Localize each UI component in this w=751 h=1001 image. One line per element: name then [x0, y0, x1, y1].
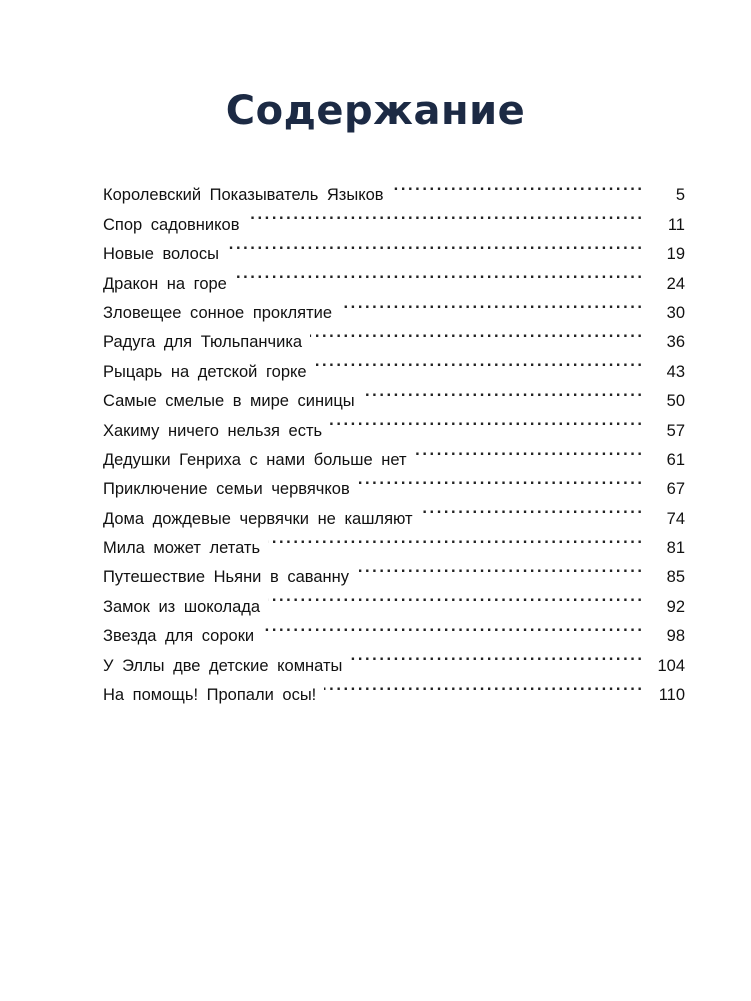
page-title: Содержание [225, 88, 526, 134]
toc-entry-page: 92 [666, 597, 685, 616]
toc-entry-page: 11 [667, 215, 685, 234]
toc-entry-page: 57 [666, 421, 685, 440]
leader-dots [310, 318, 641, 347]
table-of-contents [103, 171, 685, 705]
leader-dots [350, 641, 641, 670]
leader-dots [357, 553, 641, 582]
toc-entry-title: Зловещее сонное проклятие [103, 303, 333, 322]
toc-entry-page: 104 [657, 656, 685, 675]
leader-dots [235, 259, 641, 288]
toc-entry-title: Новые волосы [103, 245, 219, 264]
toc-entry-title: Мила может летать [103, 539, 261, 558]
leader-dots [247, 200, 641, 229]
leader-dots [358, 465, 641, 494]
leader-dots [415, 436, 641, 465]
toc-entry-page: 85 [666, 568, 685, 587]
leader-dots [262, 612, 641, 641]
toc-entry-title: На помощь! Пропали осы! [103, 686, 317, 705]
toc-entry-title: Дракон на горе [103, 274, 227, 293]
toc-entry-page: 19 [666, 245, 685, 264]
leader-dots [227, 230, 641, 259]
toc-entry-title: Спор садовников [103, 215, 240, 234]
toc-entry-page: 43 [666, 362, 685, 381]
toc-entry-title: Путешествие Ньяни в саванну [103, 568, 349, 587]
toc-entry-title: Звезда для сороки [103, 627, 255, 646]
leader-dots [324, 671, 641, 700]
toc-entry-page: 5 [675, 186, 685, 205]
leader-dots [268, 524, 641, 553]
leader-dots [392, 171, 641, 200]
leader-dots [268, 582, 641, 611]
toc-entry-title: Радуга для Тюльпанчика [103, 333, 303, 352]
toc-entry-page: 50 [666, 392, 685, 411]
leader-dots [330, 406, 641, 435]
leader-dots [421, 494, 641, 523]
leader-dots [340, 289, 641, 318]
toc-entry-page: 110 [658, 686, 685, 705]
toc-entry-title: Приключение семьи червячков [103, 480, 350, 499]
toc-entry-page: 81 [666, 539, 685, 558]
toc-entry-title: Рыцарь на детской горке [103, 362, 307, 381]
toc-entry-page: 61 [666, 450, 685, 469]
leader-dots [363, 377, 641, 406]
toc-entry-title: У Эллы две детские комнаты [103, 656, 343, 675]
leader-dots [315, 347, 641, 376]
toc-entry-title: Хакиму ничего нельзя есть [103, 421, 323, 440]
toc-entry-page: 98 [666, 627, 685, 646]
toc-entry[interactable] [103, 171, 685, 205]
toc-entry-page: 24 [666, 274, 685, 293]
toc-entry-title: Замок из шоколада [103, 597, 261, 616]
toc-entry-page: 74 [666, 509, 685, 528]
toc-entry-title: Самые смелые в мире синицы [103, 392, 355, 411]
toc-entry-title: Королевский Показыватель Языков [103, 186, 384, 205]
toc-entry-page: 67 [666, 480, 685, 499]
toc-entry-page: 30 [666, 303, 685, 322]
toc-entry-title: Дедушки Генриха с нами больше нет [103, 450, 407, 469]
toc-entry-title: Дома дождевые червячки не кашляют [103, 509, 413, 528]
toc-entry-page: 36 [666, 333, 685, 352]
